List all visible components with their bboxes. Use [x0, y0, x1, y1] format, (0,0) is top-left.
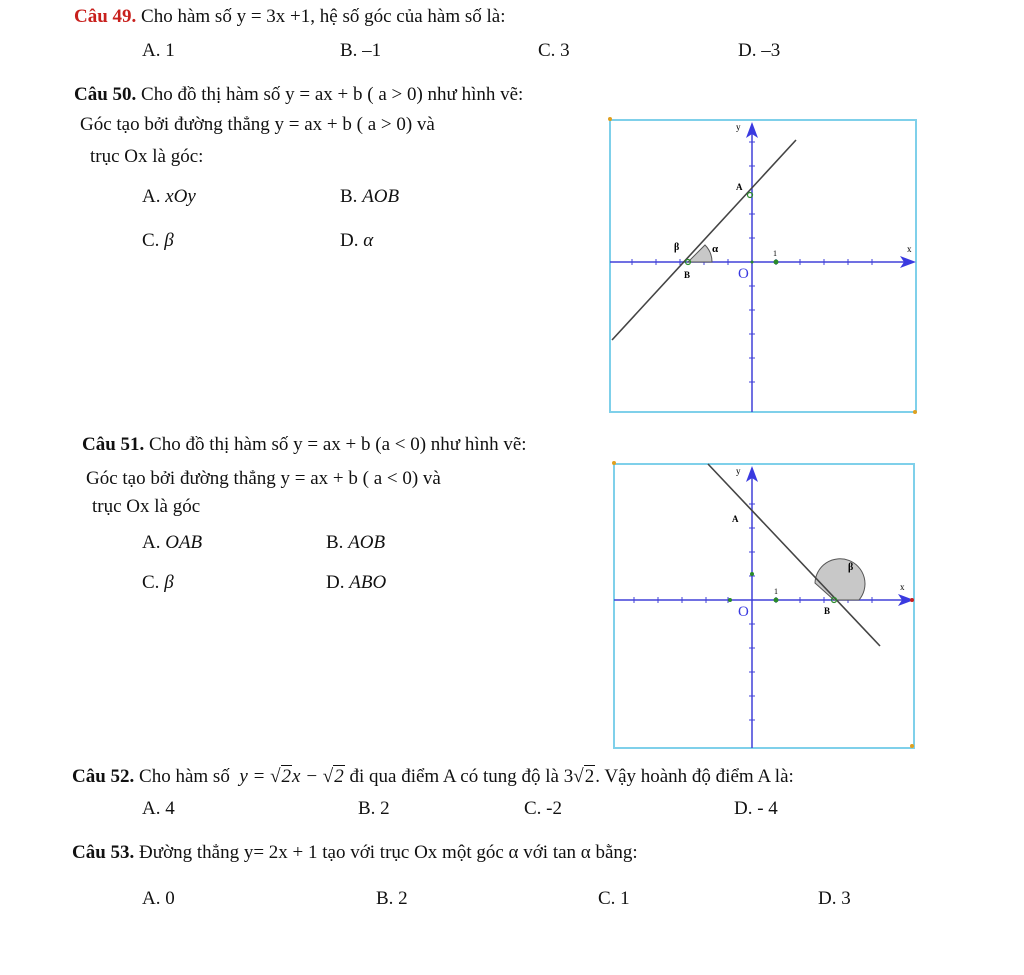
q51-label: Câu 51.: [82, 434, 145, 455]
origin-label: O: [738, 266, 749, 282]
graph-x-label: x: [900, 582, 905, 592]
one-label: 1: [773, 249, 777, 258]
q50-line2: trục Ox là góc:: [90, 146, 204, 167]
q49-label: Câu 49.: [74, 6, 137, 27]
q53-text: Đường thẳng y= 2x + 1 tạo với trục Ox một góc α với tan α bằng:: [139, 842, 638, 863]
q53-option-b: B. 2: [376, 888, 408, 909]
q49-option-a: A. 1: [142, 40, 175, 61]
q51-question: [82, 434, 527, 456]
q51-option-c: C. β: [142, 572, 174, 593]
q53-label: Câu 53.: [72, 842, 135, 863]
q50-option-d: D. α: [340, 230, 374, 251]
q53-question: [72, 842, 638, 864]
q51-line1: Góc tạo bởi đường thẳng y = ax + b ( a < 0) và: [86, 468, 441, 489]
q49-option-d: D. –3: [738, 40, 781, 61]
q49-option-c: C. 3: [538, 40, 570, 61]
point-b-label: B: [824, 606, 831, 616]
graph-x-label: x: [907, 244, 912, 254]
q53-option-d: D. 3: [818, 888, 851, 909]
q51-option-b: B. AOB: [326, 532, 386, 553]
q52-option-b: B. 2: [358, 798, 390, 819]
point-b-label: B: [684, 270, 691, 280]
q53-option-c: C. 1: [598, 888, 630, 909]
q49-option-b: B. –1: [340, 40, 382, 61]
one-label: 1: [774, 587, 778, 596]
graph-frame: [614, 464, 914, 748]
q49-question: [74, 6, 505, 28]
q49-text: Cho hàm số y = 3x +1, hệ số góc của hàm số là:: [141, 6, 506, 27]
beta-label: β: [848, 562, 854, 573]
q53-option-a: A. 0: [142, 888, 175, 909]
q50-text: Cho đồ thị hàm số y = ax + b ( a > 0) như hình vẽ:: [141, 84, 524, 105]
q50-option-b: B. AOB: [340, 186, 400, 207]
q50-option-c: C. β: [142, 230, 174, 251]
origin-label: O: [738, 604, 749, 620]
q51-option-a: A. OAB: [142, 532, 203, 553]
q52-mid: đi qua điểm A có tung độ là: [349, 766, 559, 787]
q52-option-a: A. 4: [142, 798, 175, 819]
q52-post: . Vậy hoành độ điểm A là:: [595, 766, 794, 787]
graph-frame: [610, 120, 916, 412]
point-a-label: A: [732, 514, 739, 524]
q52-option-c: C. -2: [524, 798, 562, 819]
q50-option-a: A. xOy: [142, 186, 196, 207]
q50-label: Câu 50.: [74, 84, 137, 105]
q50-line1: Góc tạo bởi đường thẳng y = ax + b ( a > 0) và: [80, 114, 435, 135]
beta-label: β: [674, 242, 680, 253]
q52-label: Câu 52.: [72, 766, 135, 787]
q51-line2: trục Ox là góc: [92, 496, 201, 517]
q51-option-d: D. ABO: [326, 572, 387, 593]
alpha-label: α: [712, 243, 719, 255]
q51-graph: [610, 460, 920, 752]
q52-option-d: D. - 4: [734, 798, 778, 819]
graph-y-label: y: [736, 122, 741, 132]
q52-pre: Cho hàm số: [139, 766, 230, 787]
q52-value: 3√2: [563, 766, 595, 787]
q51-text: Cho đồ thị hàm số y = ax + b (a < 0) như hình vẽ:: [149, 434, 527, 455]
q50-graph: [606, 116, 920, 416]
q52-question: [72, 766, 794, 788]
graph-y-label: y: [736, 466, 741, 476]
point-a-label: A: [736, 182, 743, 192]
q50-question: [74, 84, 523, 106]
q52-equation: y = √2x − √2: [239, 766, 344, 787]
